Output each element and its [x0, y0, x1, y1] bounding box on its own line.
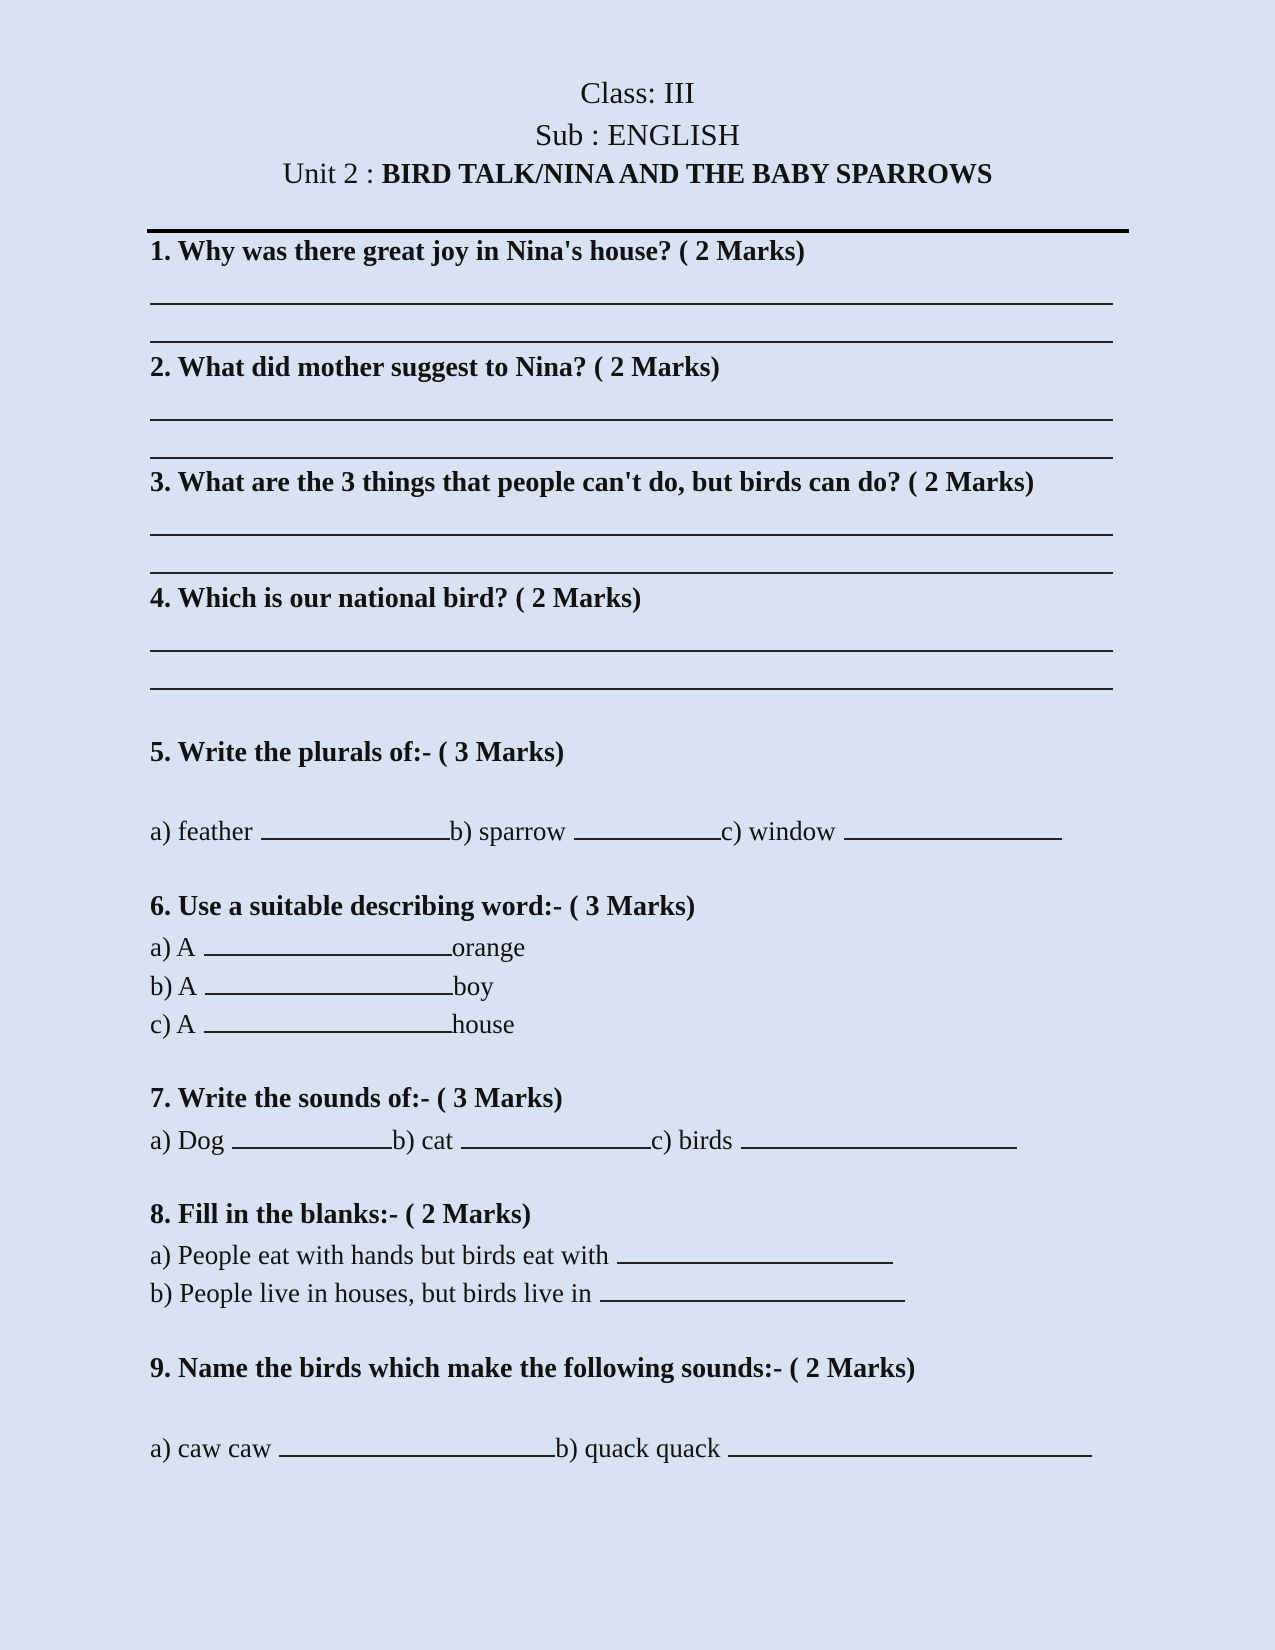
- list-item: c) birds: [650, 1125, 733, 1155]
- question-8: 8. Fill in the blanks:- ( 2 Marks): [150, 1199, 532, 1230]
- question-9: 9. Name the birds which make the following sounds:- ( 2 Marks): [150, 1353, 916, 1384]
- plurals-row: [150, 814, 1062, 847]
- list-item: [150, 1276, 905, 1309]
- answer-line[interactable]: [150, 419, 1113, 421]
- item-suffix: boy: [453, 971, 494, 1001]
- header-divider: [147, 229, 1129, 233]
- item-prefix: b) A: [150, 971, 198, 1001]
- blank-field[interactable]: [741, 1123, 1017, 1149]
- answer-line[interactable]: [150, 534, 1113, 536]
- list-item: b) cat: [392, 1125, 453, 1155]
- answer-line[interactable]: [150, 688, 1113, 690]
- blank-field[interactable]: [204, 930, 452, 956]
- blank-field[interactable]: [574, 814, 721, 840]
- blank-field[interactable]: [279, 1431, 555, 1457]
- list-item: b) sparrow: [449, 816, 566, 846]
- list-item: a) feather: [150, 816, 253, 846]
- list-item: [150, 969, 494, 1002]
- class-heading: Class: III: [580, 75, 695, 110]
- question-4: 4. Which is our national bird? ( 2 Marks): [150, 583, 642, 614]
- list-item: [150, 1238, 893, 1271]
- item-text: a) People eat with hands but birds eat with: [150, 1240, 609, 1270]
- blank-field[interactable]: [844, 814, 1062, 840]
- blank-field[interactable]: [232, 1123, 392, 1149]
- blank-field[interactable]: [461, 1123, 651, 1149]
- list-item: b) quack quack: [555, 1433, 721, 1463]
- answer-line[interactable]: [150, 650, 1113, 652]
- answer-line[interactable]: [150, 341, 1113, 343]
- blank-field[interactable]: [728, 1431, 1092, 1457]
- blank-field[interactable]: [617, 1238, 893, 1264]
- blank-field[interactable]: [205, 969, 453, 995]
- unit-title: BIRD TALK/NINA AND THE BABY SPARROWS: [381, 159, 993, 190]
- sounds-row: [150, 1123, 1017, 1156]
- item-prefix: c) A: [150, 1009, 196, 1039]
- blank-field[interactable]: [204, 1007, 452, 1033]
- unit-prefix: Unit 2 :: [282, 157, 382, 190]
- subject-heading: Sub : ENGLISH: [535, 117, 740, 152]
- list-item: [150, 930, 525, 963]
- item-suffix: house: [451, 1009, 515, 1039]
- answer-line[interactable]: [150, 303, 1113, 305]
- list-item: a) Dog: [150, 1125, 225, 1155]
- question-3: 3. What are the 3 things that people can't do, but birds can do? ( 2 Marks): [150, 467, 1035, 498]
- list-item: c) window: [720, 816, 836, 846]
- question-6: 6. Use a suitable describing word:- ( 3 Marks): [150, 891, 696, 922]
- question-5: 5. Write the plurals of:- ( 3 Marks): [150, 737, 565, 768]
- question-2: 2. What did mother suggest to Nina? ( 2 Marks): [150, 352, 720, 383]
- item-suffix: orange: [451, 932, 526, 962]
- list-item: a) caw caw: [150, 1433, 272, 1463]
- answer-line[interactable]: [150, 457, 1113, 459]
- list-item: [150, 1007, 515, 1040]
- blank-field[interactable]: [261, 814, 450, 840]
- birds-row: [150, 1431, 1092, 1464]
- question-7: 7. Write the sounds of:- ( 3 Marks): [150, 1083, 563, 1114]
- unit-heading: [0, 157, 1275, 191]
- answer-line[interactable]: [150, 572, 1113, 574]
- item-prefix: a) A: [150, 932, 196, 962]
- blank-field[interactable]: [600, 1276, 905, 1302]
- item-text: b) People live in houses, but birds live in: [150, 1278, 592, 1308]
- question-1: 1. Why was there great joy in Nina's house? ( 2 Marks): [150, 236, 805, 267]
